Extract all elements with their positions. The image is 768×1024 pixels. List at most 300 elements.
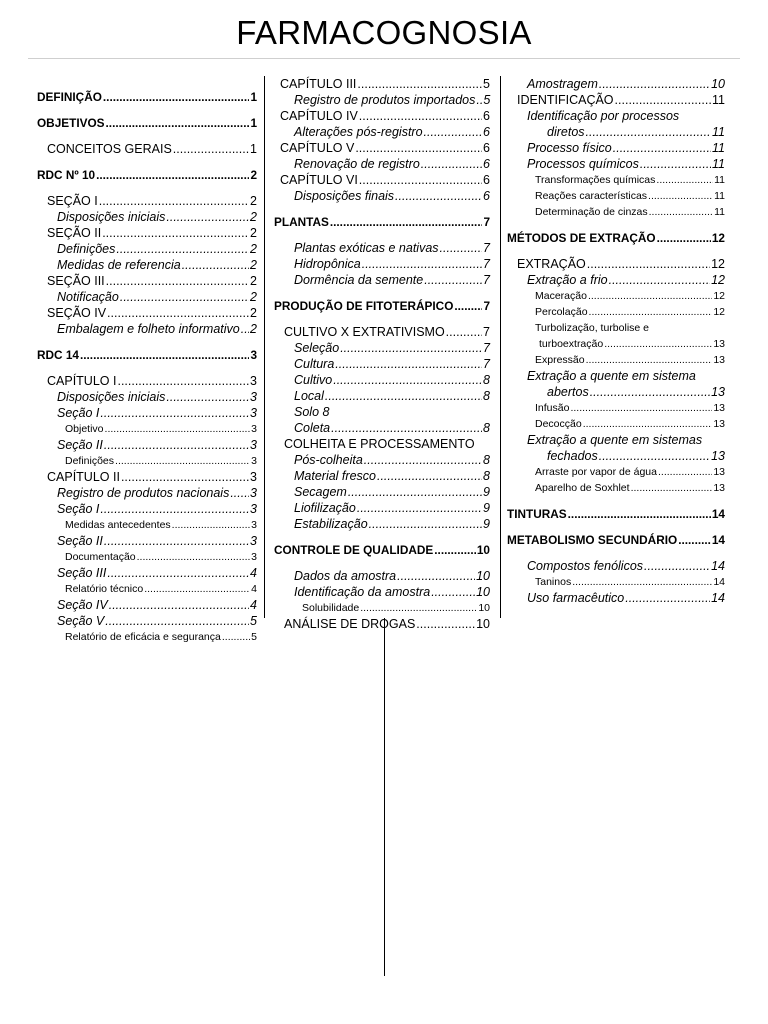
toc-entry[interactable] xyxy=(37,257,257,273)
toc-entry[interactable] xyxy=(507,368,725,384)
toc-entry-title: Medidas de referencia xyxy=(57,258,181,272)
toc-page-number: 12 xyxy=(711,273,725,287)
toc-entry[interactable] xyxy=(37,193,257,209)
toc-entry[interactable] xyxy=(37,453,257,469)
toc-entry[interactable] xyxy=(274,372,490,388)
toc-entry[interactable] xyxy=(507,272,725,288)
toc-page-number: 13 xyxy=(711,385,725,399)
toc-entry[interactable] xyxy=(507,304,725,320)
toc-entry[interactable] xyxy=(274,500,490,516)
toc-entry-title: Relatório de eficácia e segurança xyxy=(65,631,221,643)
toc-entry-title: Cultura xyxy=(294,357,335,371)
toc-page-number: 7 xyxy=(483,325,490,339)
toc-dot-leader xyxy=(100,501,249,517)
toc-page-number: 13 xyxy=(711,449,725,463)
toc-page-number: 8 xyxy=(483,373,490,387)
toc-dot-leader xyxy=(105,613,249,629)
toc-entry[interactable] xyxy=(507,506,725,522)
toc-dot-leader xyxy=(589,304,713,320)
toc-dot-leader xyxy=(570,400,712,416)
toc-dot-leader xyxy=(103,89,250,105)
toc-entry-title: CAPÍTULO IV xyxy=(280,109,358,123)
toc-entry-title: diretos xyxy=(547,125,585,139)
toc-dot-leader xyxy=(340,340,482,356)
toc-entry[interactable] xyxy=(274,356,490,372)
toc-entry[interactable] xyxy=(37,533,257,549)
toc-dot-leader xyxy=(107,305,249,321)
toc-entry[interactable] xyxy=(37,209,257,225)
toc-dot-leader xyxy=(115,453,250,469)
toc-page-number: 9 xyxy=(483,517,490,531)
toc-entry[interactable] xyxy=(274,584,490,600)
toc-dot-leader xyxy=(104,533,249,549)
toc-page-number: 13 xyxy=(713,338,725,350)
toc-entry[interactable] xyxy=(274,388,490,404)
toc-dot-leader xyxy=(431,584,475,600)
toc-entry[interactable] xyxy=(274,340,490,356)
toc-entry[interactable] xyxy=(507,124,725,140)
toc-page-number: 10 xyxy=(476,569,490,583)
toc-dot-leader xyxy=(120,289,249,305)
toc-entry[interactable] xyxy=(274,616,490,632)
toc-entry[interactable] xyxy=(274,272,490,288)
toc-dot-leader xyxy=(330,214,483,230)
toc-entry[interactable] xyxy=(37,437,257,453)
toc-entry-title: Registro de produtos importados xyxy=(294,93,476,107)
toc-entry-title: Seção I xyxy=(57,406,100,420)
toc-page-number: 11 xyxy=(712,141,725,155)
toc-entry-title: Percolação xyxy=(535,306,588,318)
toc-entry-title: Plantas exóticas e nativas xyxy=(294,241,439,255)
toc-page-number: 2 xyxy=(250,226,257,240)
toc-entry[interactable] xyxy=(274,324,490,340)
toc-dot-leader xyxy=(609,272,711,288)
toc-page-number: 3 xyxy=(250,502,257,516)
toc-entry[interactable] xyxy=(274,76,490,92)
toc-entry[interactable] xyxy=(507,204,725,220)
toc-entry[interactable] xyxy=(274,140,490,156)
toc-entry-title: Decocção xyxy=(535,418,582,430)
toc-entry-title: OBJETIVOS xyxy=(37,116,105,130)
toc-dot-leader xyxy=(678,532,711,548)
toc-dot-leader xyxy=(599,448,710,464)
toc-entry-title: Maceração xyxy=(535,290,587,302)
toc-dot-leader xyxy=(172,517,251,533)
toc-entry-title: Registro de produtos nacionais xyxy=(57,486,230,500)
toc-entry-title: Alterações pós-registro xyxy=(294,125,423,139)
toc-entry[interactable] xyxy=(37,517,257,533)
toc-dot-leader xyxy=(590,384,710,400)
toc-dot-leader xyxy=(424,124,483,140)
toc-dot-leader xyxy=(144,581,250,597)
toc-page-number: 11 xyxy=(714,174,725,186)
toc-page-number: 2 xyxy=(250,242,257,256)
toc-page-number: 10 xyxy=(476,585,490,599)
toc-page-number: 3 xyxy=(250,390,257,404)
column-divider-2 xyxy=(384,618,385,976)
toc-page-number: 3 xyxy=(250,470,257,484)
toc-dot-leader xyxy=(348,484,482,500)
toc-page-number: 11 xyxy=(714,206,725,218)
toc-entry-title: Renovação de registro xyxy=(294,157,420,171)
toc-dot-leader xyxy=(615,92,711,108)
toc-page-number: 11 xyxy=(712,157,725,171)
toc-dot-leader xyxy=(424,272,482,288)
toc-entry-title: Documentação xyxy=(65,551,136,563)
toc-page-number: 3 xyxy=(251,423,257,435)
toc-entry[interactable] xyxy=(274,452,490,468)
toc-dot-leader xyxy=(325,388,482,404)
toc-dot-leader xyxy=(106,273,249,289)
toc-entry[interactable] xyxy=(37,613,257,629)
toc-dot-leader xyxy=(173,141,249,157)
toc-entry-title: Seção II xyxy=(57,438,103,452)
toc-entry-title: Solo 8 xyxy=(294,405,330,419)
toc-dot-leader xyxy=(137,549,251,565)
toc-dot-leader xyxy=(648,188,713,204)
toc-page-number: 8 xyxy=(483,389,490,403)
column-divider-3 xyxy=(500,76,501,618)
toc-entry-title: Definições xyxy=(57,242,116,256)
toc-entry[interactable] xyxy=(507,448,725,464)
toc-entry-title: MÉTODOS DE EXTRAÇÃO xyxy=(507,231,656,245)
toc-entry[interactable] xyxy=(274,240,490,256)
toc-entry[interactable] xyxy=(507,188,725,204)
toc-entry-title: fechados xyxy=(547,449,598,463)
toc-page-number: 3 xyxy=(250,348,257,362)
toc-entry-title: Solubilidade xyxy=(302,602,360,614)
toc-entry-title: PRODUÇÃO DE FITOTERÁPICO xyxy=(274,299,454,313)
toc-dot-leader xyxy=(644,558,710,574)
toc-entry-title: Reações características xyxy=(535,190,648,202)
toc-entry[interactable] xyxy=(37,581,257,597)
toc-entry[interactable] xyxy=(274,172,490,188)
toc-entry[interactable] xyxy=(274,484,490,500)
toc-entry-title: Local xyxy=(294,389,324,403)
toc-entry-title: Definições xyxy=(65,455,115,467)
toc-page-number: 5 xyxy=(251,631,257,643)
toc-entry[interactable] xyxy=(507,230,725,246)
toc-entry-title: Hidropônica xyxy=(294,257,361,271)
toc-page-number: 11 xyxy=(712,125,725,139)
toc-page-number: 9 xyxy=(483,485,490,499)
toc-entry-title: Material fresco xyxy=(294,469,376,483)
toc-page-number: 5 xyxy=(483,77,490,91)
toc-page-number: 3 xyxy=(251,519,257,531)
toc-entry[interactable] xyxy=(274,156,490,172)
toc-entry[interactable] xyxy=(507,416,725,432)
toc-entry[interactable] xyxy=(37,241,257,257)
toc-dot-leader xyxy=(100,405,249,421)
toc-entry[interactable] xyxy=(37,405,257,421)
toc-dot-leader xyxy=(230,485,249,501)
toc-entry[interactable] xyxy=(37,347,257,363)
toc-entry[interactable] xyxy=(507,76,725,92)
toc-page-number: 13 xyxy=(713,354,725,366)
toc-dot-leader xyxy=(377,468,482,484)
toc-dot-leader xyxy=(357,76,482,92)
toc-page-number: 7 xyxy=(483,215,490,229)
toc-dot-leader xyxy=(476,92,482,108)
toc-entry[interactable] xyxy=(37,321,257,337)
toc-dot-leader xyxy=(586,124,711,140)
toc-entry[interactable] xyxy=(507,384,725,400)
toc-dot-leader xyxy=(102,225,249,241)
toc-dot-leader xyxy=(106,115,250,131)
toc-dot-leader xyxy=(331,420,482,436)
toc-entry-title: Turbolização, turbolise e xyxy=(535,322,650,334)
toc-column-1 xyxy=(37,82,257,645)
toc-dot-leader xyxy=(364,452,482,468)
toc-entry[interactable] xyxy=(274,214,490,230)
toc-entry[interactable] xyxy=(507,480,725,496)
toc-page-number: 11 xyxy=(714,190,725,202)
toc-entry[interactable] xyxy=(274,436,490,452)
toc-entry-title: Infusão xyxy=(535,402,570,414)
toc-page-number: 3 xyxy=(250,486,257,500)
toc-entry-title: Estabilização xyxy=(294,517,368,531)
toc-entry[interactable] xyxy=(274,542,490,558)
toc-entry[interactable] xyxy=(37,469,257,485)
toc-page-number: 2 xyxy=(250,290,257,304)
toc-entry[interactable] xyxy=(37,373,257,389)
toc-dot-leader xyxy=(99,193,249,209)
toc-entry[interactable] xyxy=(274,188,490,204)
toc-page-number: 5 xyxy=(483,93,491,107)
toc-entry[interactable] xyxy=(37,597,257,613)
toc-entry[interactable] xyxy=(37,629,257,645)
toc-entry[interactable] xyxy=(37,565,257,581)
toc-dot-leader xyxy=(625,590,710,606)
toc-page-number: 2 xyxy=(250,210,257,224)
toc-dot-leader xyxy=(335,356,482,372)
toc-entry-title: Seção IV xyxy=(57,598,108,612)
toc-entry-title: Secagem xyxy=(294,485,347,499)
toc-entry[interactable] xyxy=(507,156,725,172)
toc-page-number: 2 xyxy=(250,306,257,320)
toc-entry-title: Processo físico xyxy=(527,141,612,155)
toc-page-number: 10 xyxy=(476,617,490,631)
toc-entry-title: Objetivo xyxy=(65,423,104,435)
toc-entry-title: Notificação xyxy=(57,290,119,304)
toc-dot-leader xyxy=(395,188,482,204)
toc-entry[interactable] xyxy=(37,289,257,305)
toc-dot-leader xyxy=(333,372,482,388)
toc-entry-title: Disposições iniciais xyxy=(57,390,166,404)
toc-entry[interactable] xyxy=(507,352,725,368)
toc-entry[interactable] xyxy=(507,464,725,480)
toc-entry-title: Pós-colheita xyxy=(294,453,363,467)
toc-page-number: 13 xyxy=(713,418,725,430)
toc-entry[interactable] xyxy=(507,256,725,272)
toc-page-number: 13 xyxy=(713,466,725,478)
toc-entry-title: EXTRAÇÃO xyxy=(517,257,586,271)
toc-entry-title: Expressão xyxy=(535,354,585,366)
toc-page-number: 14 xyxy=(713,576,725,588)
toc-page-number: 14 xyxy=(711,533,725,547)
toc-page-number: 4 xyxy=(250,598,257,612)
toc-entry[interactable] xyxy=(274,108,490,124)
toc-entry-title: Cultivo xyxy=(294,373,333,387)
toc-page-number: 14 xyxy=(711,559,725,573)
toc-dot-leader xyxy=(454,298,482,314)
toc-entry-title: SEÇÃO II xyxy=(47,226,102,240)
toc-page-number: 8 xyxy=(483,421,490,435)
toc-entry-title: Extração a quente em sistema xyxy=(527,369,696,383)
toc-entry-title: Transformações químicas xyxy=(535,174,656,186)
toc-dot-leader xyxy=(416,616,475,632)
toc-entry-title: Aparelho de Soxhlet xyxy=(535,482,630,494)
toc-entry[interactable] xyxy=(507,288,725,304)
toc-page-number: 3 xyxy=(250,406,257,420)
toc-page-number: 9 xyxy=(483,501,490,515)
toc-page-number: 13 xyxy=(713,482,725,494)
toc-entry[interactable] xyxy=(37,273,257,289)
toc-entry-title: COLHEITA E PROCESSAMENTO xyxy=(284,437,475,451)
toc-entry[interactable] xyxy=(37,549,257,565)
toc-entry-title: abertos xyxy=(547,385,589,399)
toc-entry-title: Dados da amostra xyxy=(294,569,397,583)
toc-dot-leader xyxy=(446,324,482,340)
toc-entry-title: RDC Nº 10 xyxy=(37,168,96,182)
toc-entry-title: CAPÍTULO V xyxy=(280,141,355,155)
toc-dot-leader xyxy=(355,140,482,156)
toc-entry-title: Processos químicos xyxy=(527,157,639,171)
toc-entry[interactable] xyxy=(507,558,725,574)
toc-entry[interactable] xyxy=(37,305,257,321)
toc-entry-title: CONTROLE DE QUALIDADE xyxy=(274,543,434,557)
toc-dot-leader xyxy=(583,416,713,432)
document-title: FARMACOGNOSIA xyxy=(236,14,532,51)
toc-page-number: 6 xyxy=(483,189,490,203)
toc-entry[interactable] xyxy=(274,420,490,436)
toc-page-number: 7 xyxy=(483,273,490,287)
toc-entry[interactable] xyxy=(37,389,257,405)
toc-dot-leader xyxy=(588,288,712,304)
toc-page-number: 7 xyxy=(483,357,490,371)
toc-page-number: 11 xyxy=(712,93,725,107)
toc-dot-leader xyxy=(587,256,710,272)
toc-dot-leader xyxy=(362,256,482,272)
toc-dot-leader xyxy=(107,565,249,581)
toc-entry[interactable] xyxy=(507,172,725,188)
toc-entry-title: Identificação da amostra xyxy=(294,585,431,599)
toc-entry[interactable] xyxy=(37,421,257,437)
toc-entry-title: ANÁLISE DE DROGAS xyxy=(284,617,416,631)
toc-entry-title: Seção II xyxy=(57,534,103,548)
toc-page-number: 10 xyxy=(711,77,725,91)
toc-dot-leader xyxy=(658,464,712,480)
toc-dot-leader xyxy=(613,140,711,156)
toc-entry[interactable] xyxy=(274,568,490,584)
toc-entry-title: Coleta xyxy=(294,421,331,435)
toc-dot-leader xyxy=(657,230,711,246)
toc-page-number: 1 xyxy=(250,116,257,130)
toc-entry[interactable] xyxy=(507,140,725,156)
toc-entry[interactable] xyxy=(507,108,725,124)
toc-dot-leader xyxy=(568,506,711,522)
toc-entry-title: CAPÍTULO I xyxy=(47,374,117,388)
toc-dot-leader xyxy=(434,542,476,558)
toc-entry[interactable] xyxy=(274,516,490,532)
toc-entry[interactable] xyxy=(507,532,725,548)
toc-entry-title: CULTIVO X EXTRATIVISMO xyxy=(284,325,445,339)
toc-page-number: 4 xyxy=(250,566,257,580)
toc-entry-title: Taninos xyxy=(535,576,572,588)
toc-entry[interactable] xyxy=(274,404,490,420)
toc-entry[interactable] xyxy=(37,501,257,517)
toc-entry[interactable] xyxy=(274,600,490,616)
toc-entry-title: PLANTAS xyxy=(274,215,329,229)
toc-dot-leader xyxy=(397,568,475,584)
toc-entry-title: SEÇÃO I xyxy=(47,194,98,208)
toc-page-number: 3 xyxy=(250,438,257,452)
toc-entry-title: Seção I xyxy=(57,502,100,516)
toc-dot-leader xyxy=(117,373,249,389)
toc-entry-title: CAPÍTULO VI xyxy=(280,173,358,187)
toc-entry[interactable] xyxy=(274,256,490,272)
toc-page-number: 3 xyxy=(251,455,257,467)
toc-page-number: 10 xyxy=(476,543,490,557)
toc-entry-title: Disposições iniciais xyxy=(57,210,166,224)
toc-entry[interactable] xyxy=(507,92,725,108)
toc-page-number: 13 xyxy=(713,402,725,414)
toc-dot-leader xyxy=(357,500,482,516)
toc-page-number: 12 xyxy=(713,290,725,302)
toc-entry[interactable] xyxy=(507,336,725,352)
toc-entry-title: CONCEITOS GERAIS xyxy=(47,142,172,156)
toc-dot-leader xyxy=(586,352,713,368)
toc-entry-title: Seção V xyxy=(57,614,105,628)
toc-entry[interactable] xyxy=(507,432,725,448)
toc-entry[interactable] xyxy=(274,298,490,314)
toc-entry[interactable] xyxy=(507,320,725,336)
toc-entry[interactable] xyxy=(37,485,257,501)
toc-entry[interactable] xyxy=(274,124,490,140)
toc-entry[interactable] xyxy=(37,89,257,105)
toc-entry[interactable] xyxy=(37,167,257,183)
toc-entry-title: CAPÍTULO III xyxy=(280,77,357,91)
toc-entry[interactable] xyxy=(274,92,490,108)
toc-page-number: 12 xyxy=(711,231,725,245)
toc-entry-title: Arraste por vapor de água xyxy=(535,466,657,478)
toc-page-number: 2 xyxy=(250,322,257,336)
toc-dot-leader xyxy=(631,480,713,496)
toc-dot-leader xyxy=(105,421,251,437)
toc-entry[interactable] xyxy=(37,225,257,241)
toc-page-number: 7 xyxy=(483,341,490,355)
toc-page-number: 6 xyxy=(483,157,490,171)
toc-entry[interactable] xyxy=(274,468,490,484)
toc-entry[interactable] xyxy=(37,141,257,157)
toc-entry-title: Disposições finais xyxy=(294,189,395,203)
toc-dot-leader xyxy=(599,76,710,92)
toc-entry-title: METABOLISMO SECUNDÁRIO xyxy=(507,533,678,547)
toc-entry[interactable] xyxy=(507,400,725,416)
toc-dot-leader xyxy=(369,516,482,532)
toc-dot-leader xyxy=(166,209,249,225)
toc-entry-title: TINTURAS xyxy=(507,507,567,521)
toc-page-number: 6 xyxy=(483,173,490,187)
toc-entry[interactable] xyxy=(37,115,257,131)
toc-page-number: 5 xyxy=(250,614,257,628)
toc-page-number: 3 xyxy=(250,374,257,388)
toc-page-number: 1 xyxy=(250,142,257,156)
toc-page-number: 3 xyxy=(251,551,257,563)
toc-entry[interactable] xyxy=(507,590,725,606)
toc-entry-title: Amostragem xyxy=(527,77,598,91)
toc-entry[interactable] xyxy=(507,574,725,590)
